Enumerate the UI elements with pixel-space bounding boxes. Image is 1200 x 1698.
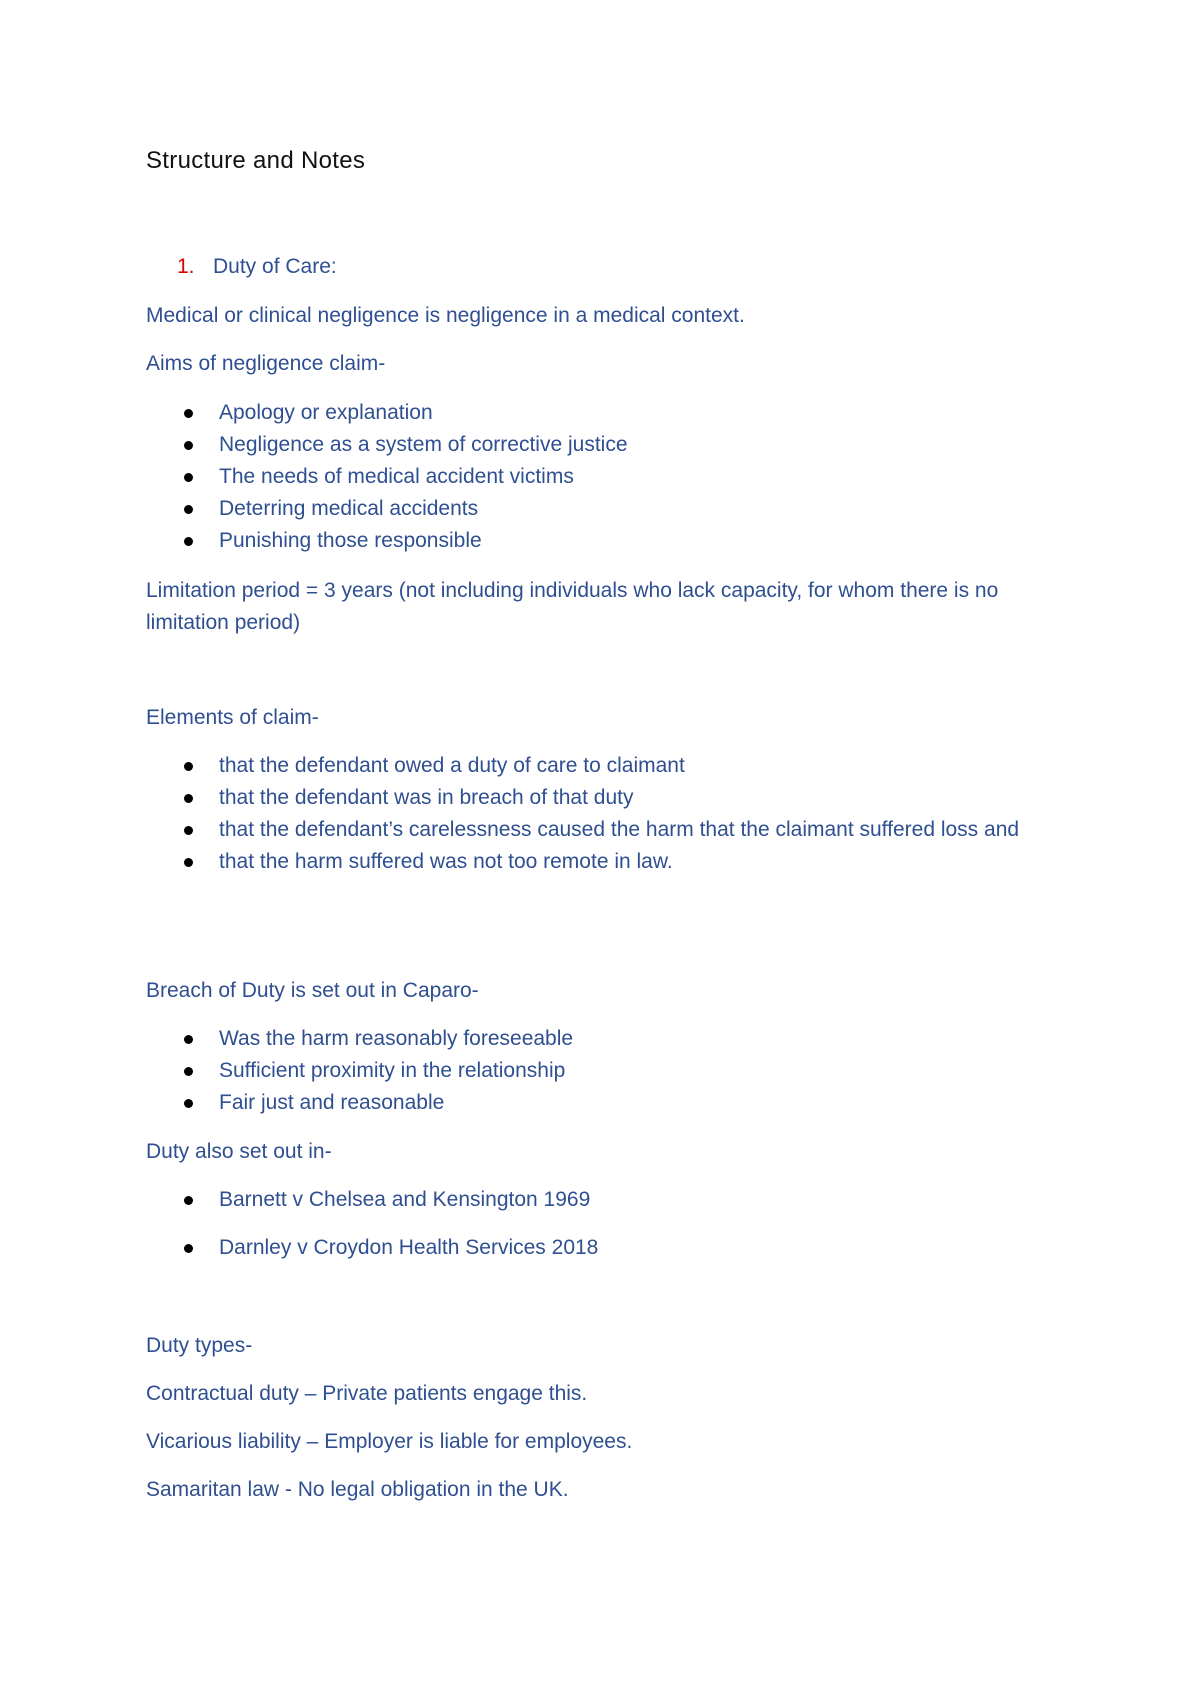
paragraph-duty-also-heading: Duty also set out in- — [146, 1140, 332, 1163]
list-item: Deterring medical accidents — [146, 493, 1076, 525]
list-item: that the defendant’s carelessness caused the harm that the claimant suffered loss and — [146, 814, 1076, 846]
paragraph-aims-heading: Aims of negligence claim- — [146, 352, 386, 375]
paragraph-elements-heading: Elements of claim- — [146, 706, 319, 729]
list-item: Apology or explanation — [146, 397, 1076, 429]
paragraph-duty-types-heading: Duty types- — [146, 1334, 253, 1357]
bullet-icon — [184, 794, 193, 803]
breach-list — [146, 1023, 1076, 1119]
list-item: Barnett v Chelsea and Kensington 1969 — [146, 1184, 1076, 1216]
section-heading-text: Duty of Care: — [213, 255, 337, 278]
list-item: Punishing those responsible — [146, 525, 1076, 557]
bullet-icon — [184, 1035, 193, 1044]
cases-list — [146, 1184, 1076, 1264]
paragraph-contractual-duty: Contractual duty – Private patients engage this. — [146, 1382, 588, 1405]
bullet-icon — [184, 505, 193, 514]
bullet-icon — [184, 537, 193, 546]
elements-list — [146, 750, 1076, 878]
bullet-icon — [184, 858, 193, 867]
paragraph-breach-heading: Breach of Duty is set out in Caparo- — [146, 979, 479, 1002]
bullet-icon — [184, 762, 193, 771]
list-item: Was the harm reasonably foreseeable — [146, 1023, 1076, 1055]
bullet-icon — [184, 409, 193, 418]
list-item: Fair just and reasonable — [146, 1087, 1076, 1119]
paragraph-samaritan-law: Samaritan law - No legal obligation in the UK. — [146, 1478, 569, 1501]
bullet-icon — [184, 1244, 193, 1253]
list-item: Sufficient proximity in the relationship — [146, 1055, 1076, 1087]
paragraph-limitation-period: Limitation period = 3 years (not including individuals who lack capacity, for whom there is no limitation period) — [146, 579, 999, 634]
list-item: that the defendant was in breach of that duty — [146, 782, 1076, 814]
section-number: 1. — [177, 255, 195, 278]
bullet-icon — [184, 473, 193, 482]
bullet-icon — [184, 441, 193, 450]
aims-list — [146, 397, 1076, 557]
list-item: The needs of medical accident victims — [146, 461, 1076, 493]
section-heading-duty-of-care — [177, 255, 337, 279]
bullet-icon — [184, 1196, 193, 1205]
list-item: that the defendant owed a duty of care to claimant — [146, 750, 1076, 782]
bullet-icon — [184, 826, 193, 835]
bullet-icon — [184, 1099, 193, 1108]
list-item: Darnley v Croydon Health Services 2018 — [146, 1232, 1076, 1264]
list-item: Negligence as a system of corrective justice — [146, 429, 1076, 461]
list-item: that the harm suffered was not too remote in law. — [146, 846, 1076, 878]
bullet-icon — [184, 1067, 193, 1076]
paragraph-vicarious-liability: Vicarious liability – Employer is liable for employees. — [146, 1430, 633, 1453]
paragraph-medical-negligence: Medical or clinical negligence is negligence in a medical context. — [146, 304, 745, 327]
page-title: Structure and Notes — [146, 147, 366, 174]
